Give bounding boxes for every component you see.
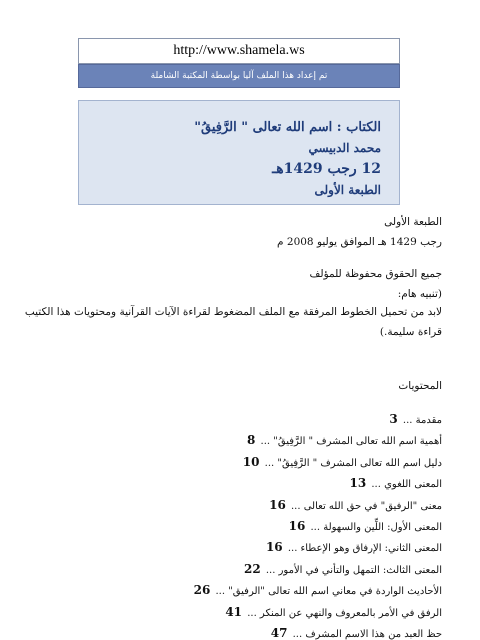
- toc-item[interactable]: [266, 540, 442, 554]
- toc-item-page: 10: [242, 454, 260, 469]
- toc-item[interactable]: [271, 626, 442, 640]
- toc-item[interactable]: [243, 455, 442, 469]
- notice-title: (تنبيه هام:: [397, 288, 442, 300]
- toc-item[interactable]: [349, 476, 442, 490]
- toc-item-page: 13: [349, 476, 367, 491]
- toc-item[interactable]: [289, 519, 442, 533]
- source-subtitle: تم إعداد هذا الملف آليا بواسطة المكتبة الشاملة: [150, 71, 328, 81]
- book-author: محمد الدبيسي: [308, 141, 381, 155]
- date-line-text: رجب 1429 هـ الموافق يوليو 2008 م: [277, 236, 442, 248]
- source-url: http://www.shamela.ws: [173, 43, 305, 58]
- toc-item-page: 16: [269, 497, 286, 512]
- toc-item-label: معنى "الرفيق" في حق الله تعالى ...: [287, 500, 442, 512]
- book-edition: الطبعة الأولى: [314, 183, 381, 197]
- date-line: [277, 236, 442, 248]
- toc-item-label: حظ العبد من هذا الاسم المشرف ...: [289, 629, 442, 640]
- toc-item[interactable]: [244, 562, 442, 576]
- source-subtitle-bar: [78, 64, 400, 88]
- toc-item[interactable]: [225, 605, 442, 619]
- toc-item-label: المعنى اللغوي ...: [368, 479, 442, 491]
- toc-item-page: 16: [288, 519, 306, 533]
- toc-item[interactable]: [247, 433, 442, 447]
- toc-item-page: 16: [265, 540, 283, 555]
- source-url-box: [78, 38, 400, 64]
- notice-text: لابد من تحميل الخطوط المرفقة مع الملف المضغوط لقراءة الآيات القرآنية ومحتويات هذا الكتيب قراءة سليمة.): [24, 306, 442, 338]
- toc-item-label: دليل اسم الله تعالى المشرف " الرَّفِيقُ" ...: [261, 457, 442, 469]
- toc-item-page: 26: [193, 583, 211, 598]
- toc-item-label: الرفق في الأمر بالمعروف والنهي عن المنكر ...: [244, 607, 442, 619]
- book-title-box: [78, 100, 400, 205]
- toc-item[interactable]: [269, 498, 442, 512]
- toc-item-label: المعنى الأول: اللِّين والسهولة ...: [307, 522, 442, 533]
- toc-item-label: المعنى الثاني: الإرفاق وهو الإعطاء ...: [284, 543, 442, 555]
- toc-item-page: 3: [389, 412, 398, 426]
- edition-line: الطبعة الأولى: [384, 216, 442, 228]
- toc-item[interactable]: [389, 412, 442, 426]
- toc-item-label: أهمية اسم الله تعالى المشرف " الرَّفِيقُ" ...: [257, 436, 442, 448]
- toc-item-label: الأحاديث الواردة في معاني اسم الله تعالى "الرفيق" ...: [212, 586, 442, 598]
- toc-item-page: 47: [270, 626, 288, 640]
- book-title: الكتاب : اسم الله تعالى " الرَّفِيقُ": [194, 120, 381, 135]
- toc-item-page: 22: [244, 561, 261, 576]
- contents-heading: المحتويات: [398, 380, 442, 392]
- rights-line: جميع الحقوق محفوظة للمؤلف: [309, 268, 442, 280]
- toc-item-label: المعنى الثالث: التمهل والتأني في الأمور ...: [262, 564, 442, 576]
- book-date: 12 رجب 1429هـ: [272, 161, 381, 177]
- toc-item-page: 8: [247, 433, 256, 448]
- toc-item-label: مقدمة ...: [399, 415, 442, 426]
- toc-item[interactable]: [194, 583, 442, 597]
- toc-item-page: 41: [225, 604, 243, 619]
